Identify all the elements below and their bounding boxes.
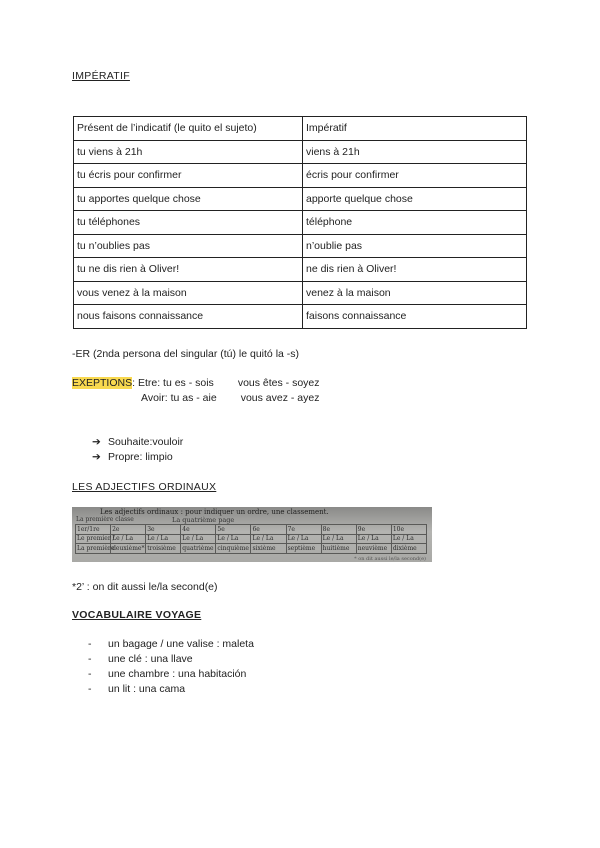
exceptions-etre-vous: vous êtes - soyez	[237, 377, 320, 389]
table-cell: écris pour confirmer	[303, 164, 527, 188]
photo-header: Les adjectifs ordinaux : pour indiquer un ordre, une classement.	[100, 508, 329, 516]
photo-cell: 6e	[251, 525, 286, 535]
photo-cell: quatrième	[181, 544, 216, 554]
photo-cell: 2e	[111, 525, 146, 535]
table-row	[74, 281, 527, 305]
table-header-cell: Présent de l’indicatif (le quito el sujeto)	[74, 117, 303, 141]
photo-cell: dixième	[391, 544, 426, 554]
photo-subheader: La première classe	[76, 516, 134, 523]
er-note: -ER (2nda persona del singular (tú) le quitó la -s)	[72, 348, 300, 360]
table-cell: apporte quelque chose	[303, 187, 527, 211]
photo-table	[75, 524, 427, 554]
vocab-item: - un lit : una cama	[88, 683, 186, 695]
table-cell: tu n’oublies pas	[74, 234, 303, 258]
table-cell: tu ne dis rien à Oliver!	[74, 258, 303, 282]
table-cell: nous faisons connaissance	[74, 305, 303, 329]
photo-cell: 8e	[321, 525, 356, 535]
photo-cell: troisième	[146, 544, 181, 554]
imperatif-table	[73, 116, 527, 329]
photo-cell: huitième	[321, 544, 356, 554]
photo-cell: Le / La	[146, 534, 181, 544]
photo-cell: Le / La	[286, 534, 321, 544]
table-row	[74, 258, 527, 282]
arrow-list-item: ➔ Souhaite:vouloir	[92, 436, 184, 448]
second-note: *2’ : on dit aussi le/la second(e)	[72, 581, 218, 593]
exceptions-etre: : Etre: tu es - sois	[132, 377, 214, 389]
table-header-cell: Impératif	[303, 117, 527, 141]
vocab-item: - un bagage / une valise : maleta	[88, 638, 254, 650]
table-cell: tu écris pour confirmer	[74, 164, 303, 188]
table-cell: viens à 21h	[303, 140, 527, 164]
photo-cell: septième	[286, 544, 321, 554]
photo-cell: Le / La	[251, 534, 286, 544]
photo-cell: Le / La	[391, 534, 426, 544]
table-cell: venez à la maison	[303, 281, 527, 305]
exceptions-avoir-vous: vous avez - ayez	[240, 392, 320, 404]
photo-cell: 1er/1re	[76, 525, 111, 535]
photo-cell: Le / La	[356, 534, 391, 544]
photo-cell: Le / La	[181, 534, 216, 544]
table-cell: tu apportes quelque chose	[74, 187, 303, 211]
table-cell: faisons connaissance	[303, 305, 527, 329]
table-row	[74, 187, 527, 211]
ordinals-photo	[72, 507, 432, 562]
exceptions-line-2	[141, 392, 319, 404]
table-row	[74, 211, 527, 235]
photo-cell: Le / La	[321, 534, 356, 544]
section-title-adjectifs-ordinaux: LES ADJECTIFS ORDINAUX	[72, 481, 217, 493]
section-title-vocabulaire: VOCABULAIRE VOYAGE	[72, 609, 202, 621]
photo-cell: La première	[77, 544, 115, 552]
arrow-list-item: ➔ Propre: limpio	[92, 451, 173, 463]
photo-cell: Le / La	[216, 534, 251, 544]
exceptions-label: EXEPTIONS	[72, 377, 133, 389]
section-title-imperatif: IMPÉRATIF	[72, 70, 130, 82]
table-cell: ne dis rien à Oliver!	[303, 258, 527, 282]
photo-cell: 10e	[391, 525, 426, 535]
photo-cell: cinquième	[216, 544, 251, 554]
arrow-icon: ➔	[92, 451, 101, 463]
table-cell: vous venez à la maison	[74, 281, 303, 305]
photo-subheader: La quatrième page	[172, 516, 235, 524]
table-row	[74, 164, 527, 188]
table-cell: tu téléphones	[74, 211, 303, 235]
table-row	[74, 140, 527, 164]
photo-cell: deuxième*	[112, 544, 145, 552]
photo-cell: 5e	[216, 525, 251, 535]
photo-cell: neuvième	[356, 544, 391, 554]
arrow-icon: ➔	[92, 436, 101, 448]
exceptions-line-1	[72, 377, 320, 389]
photo-cell: 4e	[181, 525, 216, 535]
table-cell: téléphone	[303, 211, 527, 235]
photo-cell: 3e	[146, 525, 181, 535]
photo-cell: sixième	[251, 544, 286, 554]
vocab-item: - une chambre : una habitación	[88, 668, 247, 680]
photo-cell: 7e	[286, 525, 321, 535]
table-header-row	[74, 117, 527, 141]
photo-footnote: * on dit aussi le/la second(e)	[354, 556, 426, 562]
exceptions-avoir: Avoir: tu as - aie	[141, 392, 217, 404]
table-cell: tu viens à 21h	[74, 140, 303, 164]
photo-table-row	[76, 525, 427, 535]
photo-table-row	[76, 534, 427, 544]
photo-cell: Le premier /	[77, 535, 115, 543]
photo-cell: 9e	[356, 525, 391, 535]
photo-table-row	[76, 544, 427, 554]
table-cell: n’oublie pas	[303, 234, 527, 258]
table-row	[74, 234, 527, 258]
vocab-item: - une clé : una llave	[88, 653, 193, 665]
photo-cell: Le / La	[111, 534, 146, 544]
table-row	[74, 305, 527, 329]
